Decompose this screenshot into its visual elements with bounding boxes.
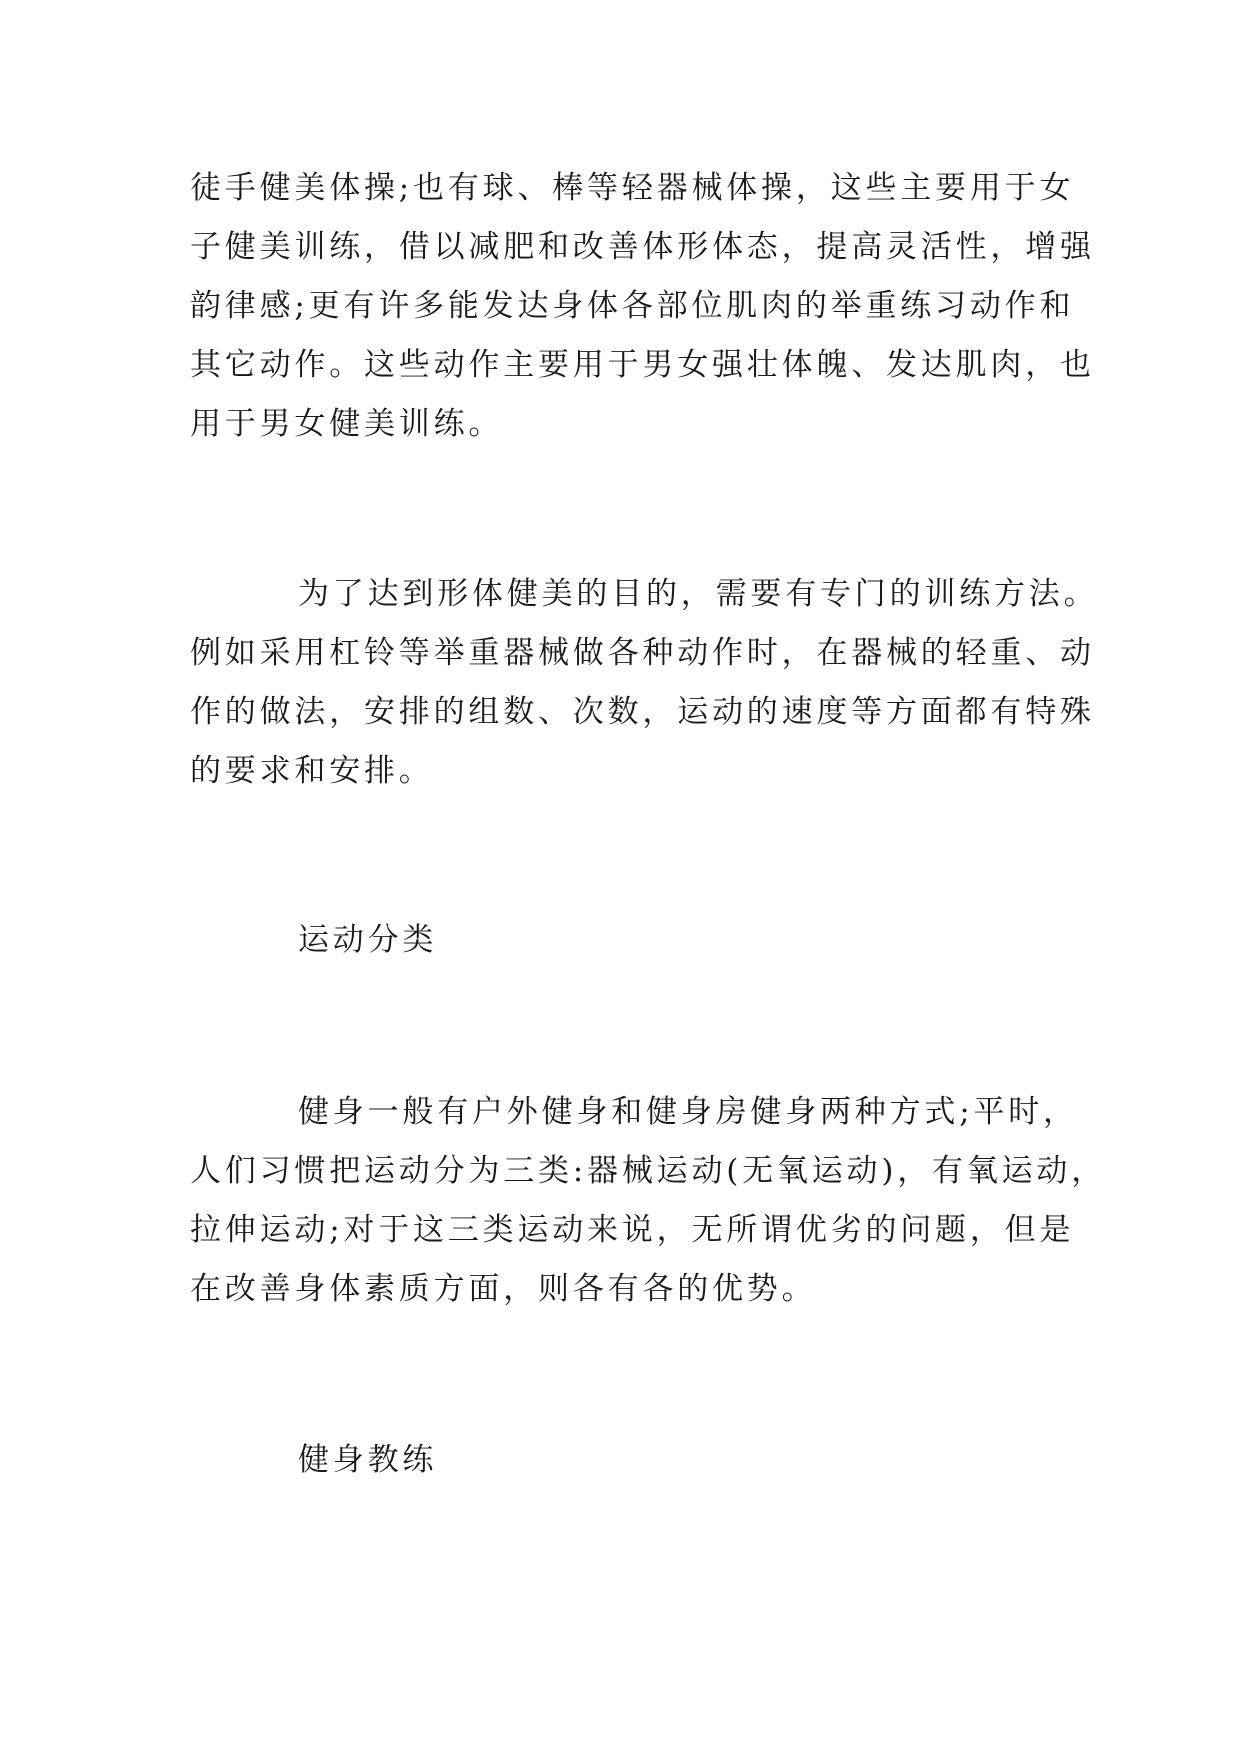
paragraph-3-line-4: 在改善身体素质方面，则各有各的优势。 [190,1271,817,1307]
paragraph-3-line-1: 健身一般有户外健身和健身房健身两种方式;平时， [298,1094,1078,1130]
paragraph-1-line-4: 其它动作。这些动作主要用于男女强壮体魄、发达肌肉，也 [190,347,1095,383]
section-heading-fitness-coach: 健身教练 [298,1442,438,1478]
paragraph-1-line-2: 子健美训练，借以减肥和改善体形体态，提高灵活性，增强 [190,229,1095,265]
paragraph-2-line-1: 为了达到形体健美的目的，需要有专门的训练方法。 [298,576,1099,612]
paragraph-3-line-3: 拉伸运动;对于这三类运动来说，无所谓优劣的问题，但是 [190,1212,1075,1248]
paragraph-1-line-5: 用于男女健美训练。 [190,406,504,442]
paragraph-1-line-3: 韵律感;更有许多能发达身体各部位肌肉的举重练习动作和 [190,288,1075,324]
paragraph-2-line-2: 例如采用杠铃等举重器械做各种动作时，在器械的轻重、动 [190,635,1095,671]
paragraph-2-line-4: 的要求和安排。 [190,753,434,789]
paragraph-1-line-1: 徒手健美体操;也有球、棒等轻器械体操，这些主要用于女 [190,170,1075,206]
paragraph-2-line-3: 作的做法，安排的组数、次数，运动的速度等方面都有特殊 [190,694,1095,730]
section-heading-exercise-types: 运动分类 [298,922,438,958]
paragraph-3-line-2: 人们习惯把运动分为三类:器械运动(无氧运动)，有氧运动， [190,1153,1107,1189]
